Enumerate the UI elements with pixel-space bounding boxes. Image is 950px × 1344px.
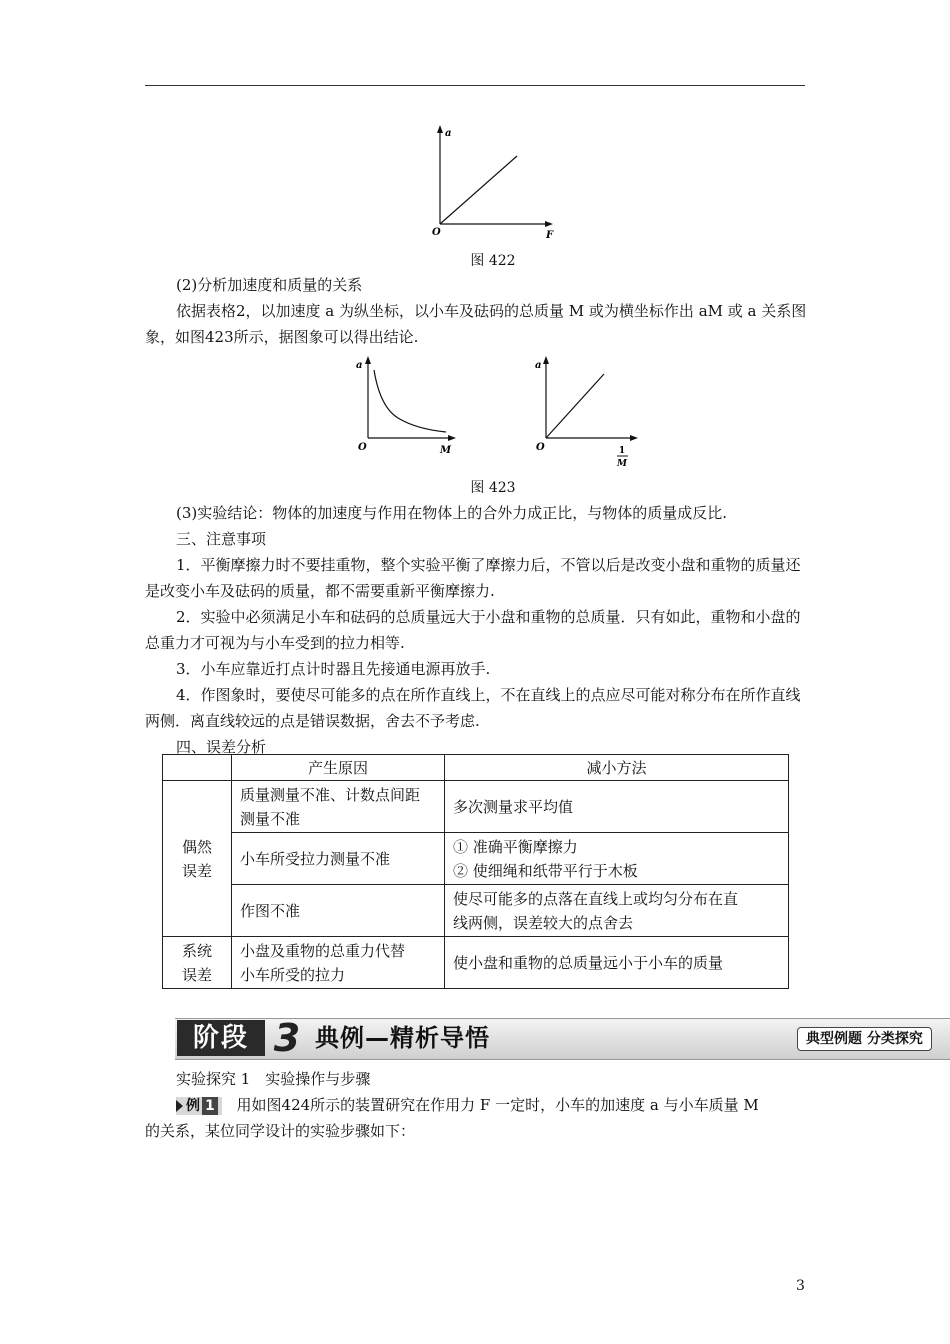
random-error-label-line-1: 偶然 <box>181 837 212 856</box>
figure-422-graph <box>420 122 560 246</box>
cause-line-1: 作图不准 <box>240 901 301 920</box>
y-label: a <box>356 360 363 371</box>
example-line-1 <box>176 1092 816 1118</box>
system-error-label-line-1: 系统 <box>181 941 212 960</box>
stage-title: 典例—精析导悟 <box>315 1024 490 1052</box>
error-analysis-table <box>162 754 789 989</box>
stage-banner <box>175 1018 950 1058</box>
note-item-2: 2．实验中必须满足小车和砝码的总质量远大于小盘和重物的总质量．只有如此，重物和小盘的总重力才可视为与小车受到的拉力相等. <box>145 608 801 652</box>
cause-cell <box>232 885 445 937</box>
random-error-label-line-2: 误差 <box>181 861 212 880</box>
figure-423-caption: 图 423 <box>470 480 516 496</box>
x-label: F <box>546 230 554 241</box>
cause-header: 产生原因 <box>232 755 445 781</box>
cause-cell <box>232 781 445 833</box>
y-axis-arrow <box>437 125 443 133</box>
x-axis-arrow <box>545 221 553 227</box>
cause-line-1: 质量测量不准、计数点间距 <box>240 785 421 804</box>
x-label-numerator: 1 <box>618 446 626 456</box>
notes-heading: 三、注意事项 <box>176 530 267 548</box>
page-number: 3 <box>796 1278 805 1294</box>
cause-line-1: 小车所受拉力测量不准 <box>240 849 391 868</box>
method-cell <box>445 885 789 937</box>
method-cell <box>445 781 789 833</box>
method-cell <box>445 833 789 885</box>
origin-label: O <box>432 227 441 238</box>
cause-cell <box>232 833 445 885</box>
inverse-curve <box>374 370 446 432</box>
example-text-1: 用如图424所示的装置研究在作用力 F 一定时，小车的加速度 a 与小车质量 M <box>236 1096 759 1114</box>
cause-line-2: 小车所受的拉力 <box>240 965 346 984</box>
figure-423-left-graph <box>348 352 463 460</box>
x-label-denominator: M <box>617 459 627 469</box>
x-axis-arrow <box>630 435 638 441</box>
system-error-label <box>163 937 232 989</box>
figure-423-right-graph <box>528 352 648 472</box>
y-label: a <box>535 360 542 371</box>
method-header: 减小方法 <box>445 755 789 781</box>
error-analysis-heading: 四、误差分析 <box>176 738 267 756</box>
note-item-4: 4．作图象时，要使尽可能多的点在所作直线上，不在直线上的点应尽可能对称分布在所作直线两侧．离直线较远的点是错误数据，舍去不予考虑. <box>145 686 801 730</box>
note-item-3: 3．小车应靠近打点计时器且先接通电源再放手. <box>176 660 491 678</box>
conclusion-text: (3)实验结论：物体的加速度与作用在物体上的合外力成正比，与物体的质量成反比. <box>176 504 728 522</box>
y-label: a <box>445 128 452 139</box>
table-row <box>163 937 789 989</box>
inquiry-heading: 实验探究 1 实验操作与步骤 <box>176 1070 371 1088</box>
table-row <box>163 833 789 885</box>
linear-line <box>546 374 604 438</box>
x-label: M <box>440 445 452 456</box>
example-text-2: 的关系，某位同学设计的实验步骤如下： <box>145 1122 416 1140</box>
section-mass-body: 依据表格2，以加速度 a 为纵坐标，以小车及砝码的总质量 M 或为横坐标作出 aM 或 a 关系图象，如图423所示，据图象可以得出结论. <box>145 302 807 346</box>
method-line-1: 多次测量求平均值 <box>453 797 574 816</box>
cause-line-1: 小盘及重物的总重力代替 <box>240 941 406 960</box>
origin-label: O <box>536 442 545 453</box>
empty-header-cell <box>163 755 232 781</box>
section-mass-heading: (2)分析加速度和质量的关系 <box>176 276 363 294</box>
stage-word: 阶段 <box>177 1020 265 1056</box>
table-row <box>163 781 789 833</box>
example-badge-number: 1 <box>202 1097 218 1115</box>
method-line-2: 线两侧，误差较大的点舍去 <box>453 913 634 932</box>
method-line-1: 使小盘和重物的总质量远小于小车的质量 <box>453 953 724 972</box>
origin-label: O <box>358 442 367 453</box>
method-line-1: 使尽可能多的点落在直线上或均匀分布在直 <box>453 889 739 908</box>
stage-tag: 典型例题 分类探究 <box>797 1027 932 1051</box>
stage-number: 3 <box>273 1016 301 1060</box>
table-row <box>163 885 789 937</box>
y-axis-arrow <box>365 356 371 364</box>
system-error-label-line-2: 误差 <box>181 965 212 984</box>
example-badge-label: 例 <box>186 1098 200 1114</box>
random-error-label <box>163 781 232 937</box>
example-badge <box>176 1097 222 1115</box>
figure-422-caption: 图 422 <box>470 253 516 269</box>
method-cell <box>445 937 789 989</box>
method-line-1: ① 准确平衡摩擦力 <box>453 837 578 856</box>
cause-cell <box>232 937 445 989</box>
linear-line <box>440 156 517 224</box>
note-item-1: 1．平衡摩擦力时不要挂重物，整个实验平衡了摩擦力后，不管以后是改变小盘和重物的质量还是改变小车及砝码的质量，都不需要重新平衡摩擦力. <box>145 556 801 600</box>
method-line-2: ② 使细绳和纸带平行于木板 <box>453 861 638 880</box>
y-axis-arrow <box>543 356 549 364</box>
table-header-row <box>163 755 789 781</box>
cause-line-2: 测量不准 <box>240 809 301 828</box>
x-axis-arrow <box>448 435 456 441</box>
header-rule <box>145 85 805 86</box>
